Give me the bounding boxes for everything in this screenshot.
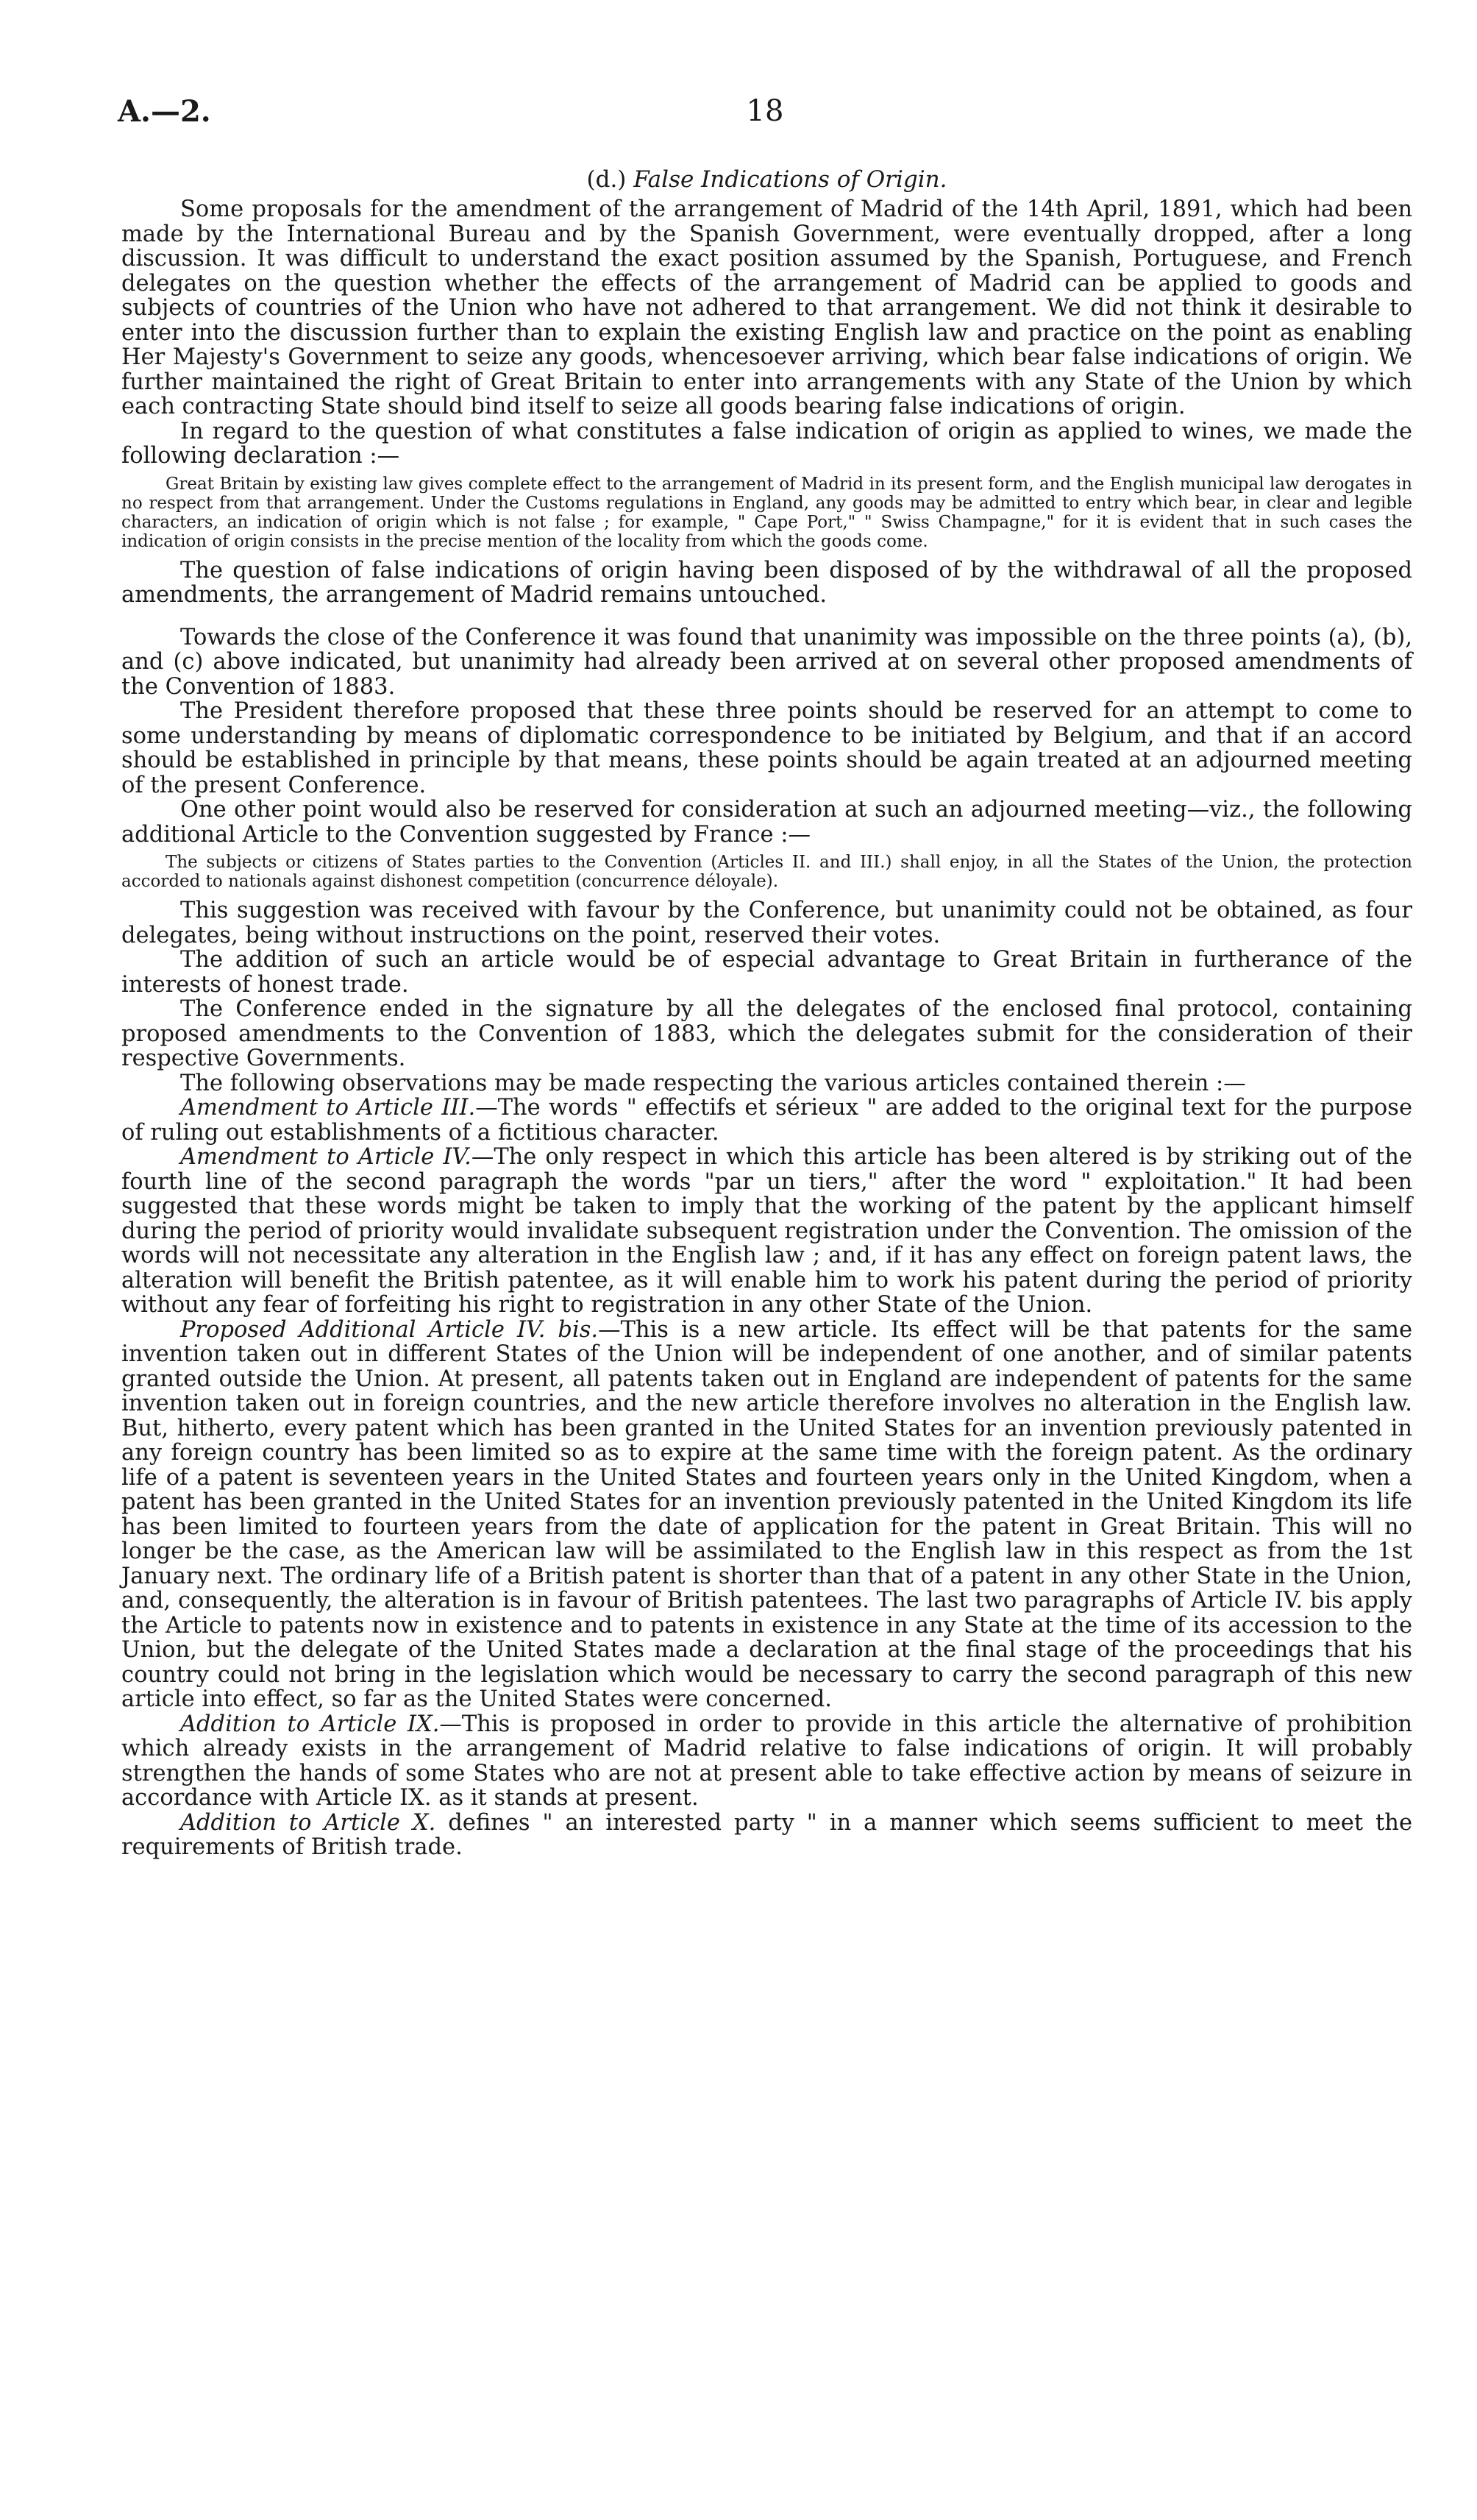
article-heading: Amendment to Article III. bbox=[180, 1095, 476, 1121]
article-text: —The only respect in which this article has been altered is by striking out of the fourth line of the second paragraph the words "par un tiers," after the word " exploitation." It had been suggested that these words might be taken to imply that the working of the patent by the applicant himself during the period of priority would invalidate subsequent registration under the Convention. The omission of the words will not necessitate any alteration in the English law ; and, if it has any effect on foreign patent laws, the alteration will benefit the British patentee, as it will enable him to work his patent during the period of priority without any fear of forfeiting his right to registration in any other State of the Union. bbox=[121, 1144, 1412, 1318]
article-text: —This is proposed in order to provide in this article the alternative of prohibition which already exists in the arrangement of Madrid relative to false indications of origin. It will probably strengthen the hands of some States who are not at present able to take effective action by means of seizure in accordance with Article IX. as it stands at present. bbox=[121, 1711, 1412, 1811]
article-paragraph bbox=[121, 1145, 1412, 1318]
paragraph: The Conference ended in the signature by all the delegates of the enclosed final protocol, containing proposed amendments to the Convention of 1883, which the delegates submit for the consideration of their respective Governments. bbox=[121, 996, 1412, 1071]
document-reference: A.—2. bbox=[118, 94, 211, 129]
article-text: defines " an interested party " in a manner which seems sufficient to meet the requirements of British trade. bbox=[121, 1809, 1412, 1860]
section-title: False Indications of Origin. bbox=[633, 166, 947, 193]
section-label: (d.) bbox=[586, 166, 627, 193]
paragraph: The following observations may be made respecting the various articles contained therein :— bbox=[180, 1070, 1246, 1096]
paragraph: The question of false indications of origin having been disposed of by the withdrawal of all the proposed amendments, the arrangement of Madrid remains untouched. bbox=[121, 557, 1412, 608]
paragraph: One other point would also be reserved for consideration at such an adjourned meeting—viz., the following additional Article to the Convention suggested by France :— bbox=[121, 797, 1412, 848]
paragraph: The President therefore proposed that these three points should be reserved for an attempt to come to some understanding by means of diplomatic correspondence to be initiated by Belgium, and that if an accord should be established in principle by that means, these points should be again treated at an adjourned meeting of the present Conference. bbox=[121, 698, 1412, 798]
article-heading: Proposed Additional Article IV. bis. bbox=[180, 1316, 599, 1343]
article-paragraph bbox=[121, 1811, 1412, 1860]
paragraph: In regard to the question of what constitutes a false indication of origin as applied to wines, we made the following declaration :— bbox=[121, 418, 1412, 469]
section-heading bbox=[121, 165, 1412, 194]
article-heading: Addition to Article X. bbox=[180, 1809, 436, 1836]
article-text: —The words " effectifs et sérieux " are added to the original text for the purpose of ruling out establishments of a fictitious character. bbox=[121, 1095, 1412, 1146]
page-number: 18 bbox=[746, 94, 784, 128]
article-text: —This is a new article. Its effect will be that patents for the same invention taken out in different States of the Union will be independent of one another, and of similar patents granted outside the Union. At present, all patents taken out in England are independent of patents for the same invention taken out in foreign countries, and the new article therefore involves no alteration in the English law. But, hitherto, every patent which has been granted in the United States for an invention previously patented in any foreign country has been limited so as to expire at the same time with the foreign patent. As the ordinary life of a patent is seventeen years in the United States and fourteen years only in the United Kingdom, when a patent has been granted in the United States for an invention previously patented in the United Kingdom its life has been limited to fourteen years from the date of application for the patent in Great Britain. This will no longer be the case, as the American law will be assimilated to the English law in this respect as from the 1st January next. The ordinary life of a British patent is shorter than that of a patent in any other State in the Union, and, consequently, the alteration is in favour of British patentees. The last two paragraphs of Article IV. bis apply the Article to patents now in existence and to patents in existence in any State at the time of its accession to the Union, but the delegate of the United States made a declaration at the final stage of the proceedings that his country could not bring in the legislation which would be necessary to carry the second paragraph of this new article into effect, so far as the United States were concerned. bbox=[121, 1316, 1412, 1712]
article-heading: Addition to Article IX. bbox=[180, 1711, 440, 1737]
page-header bbox=[118, 94, 1412, 138]
quoted-declaration: Great Britain by existing law gives complete effect to the arrangement of Madrid in its present form, and the English municipal law derogates in no respect from that arrangement. Under the Customs regulations in England, any goods may be admitted to entry which bear, in clear and legible characters, an indication of origin which is not false ; for example, " Cape Port," " Swiss Champagne," for it is evident that in such cases the indication of origin consists in the precise mention of the locality from which the goods come. bbox=[121, 474, 1412, 551]
article-paragraph bbox=[121, 1318, 1412, 1712]
quoted-article: The subjects or citizens of States parties to the Convention (Articles II. and III.) shall enjoy, in all the States of the Union, the protection accorded to nationals against dishonest competition (concurrence déloyale). bbox=[121, 853, 1412, 891]
paragraph: This suggestion was received with favour by the Conference, but unanimity could not be obtained, as four delegates, being without instructions on the point, reserved their votes. bbox=[121, 898, 1412, 948]
article-paragraph bbox=[121, 1096, 1412, 1145]
article-heading: Amendment to Article IV. bbox=[180, 1144, 471, 1170]
document-body bbox=[121, 165, 1412, 1860]
article-paragraph bbox=[121, 1712, 1412, 1811]
paragraph: The addition of such an article would be of especial advantage to Great Britain in furtherance of the interests of honest trade. bbox=[121, 947, 1412, 998]
paragraph: Towards the close of the Conference it was found that unanimity was impossible on the three points (a), (b), and (c) above indicated, but unanimity had already been arrived at on several other proposed amendments of the Convention of 1883. bbox=[121, 624, 1412, 700]
paragraph: Some proposals for the amendment of the arrangement of Madrid of the 14th April, 1891, which had been made by the International Bureau and by the Spanish Government, were eventually dropped, after a long discussion. It was difficult to understand the exact position assumed by the Spanish, Portuguese, and French delegates on the question whether the effects of the arrangement of Madrid can be applied to goods and subjects of countries of the Union who have not adhered to that arrangement. We did not think it desirable to enter into the discussion further than to explain the existing English law and practice on the point as enabling Her Majesty's Government to seize any goods, whencesoever arriving, which bear false indications of origin. We further maintained the right of Great Britain to enter into arrangements with any State of the Union by which each contracting State should bind itself to seize all goods bearing false indications of origin. bbox=[121, 196, 1412, 419]
